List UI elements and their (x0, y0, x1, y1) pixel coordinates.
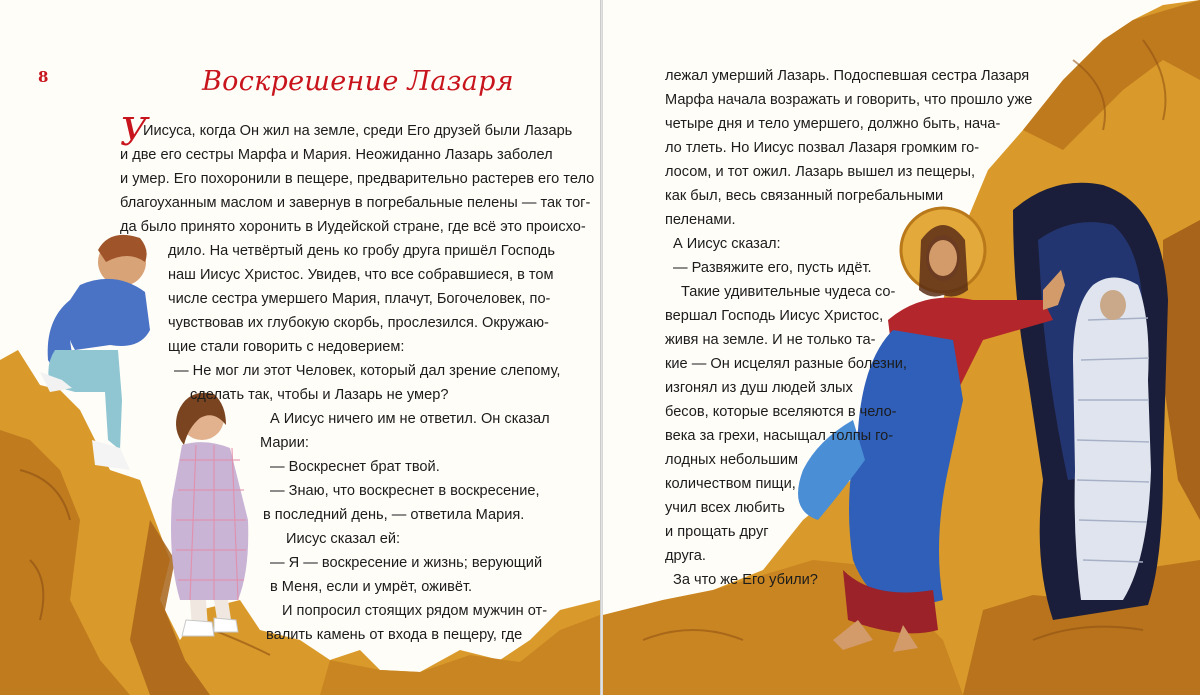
left-text-line: в последний день, — ответила Мария. (263, 507, 525, 523)
left-text-line: Иисус сказал ей: (286, 531, 401, 547)
left-text-line: — Я — воскресение и жизнь; верующий (270, 555, 543, 571)
right-text-line: За что же Его убили? (673, 572, 818, 588)
right-text-line: учил всех любить (665, 500, 785, 516)
right-page (603, 0, 1200, 695)
left-text-line: И попросил стоящих рядом мужчин от- (282, 603, 548, 619)
left-text-line: наш Иисус Христос. Увидев, что все собравшиеся, в том (168, 267, 554, 283)
left-text-line: — Знаю, что воскреснет в воскресение, (270, 483, 540, 499)
left-text-line: сделать так, чтобы и Лазарь не умер? (190, 387, 449, 403)
right-text-line: — Развяжите его, пусть идёт. (673, 260, 872, 276)
chapter-title: Воскрешение Лазаря (202, 66, 514, 97)
left-text-line: — Не мог ли этот Человек, который дал зрение слепому, (174, 363, 561, 379)
right-text-line: и прощать друг (665, 524, 769, 540)
left-text-line: в Меня, если и умрёт, оживёт. (270, 579, 473, 595)
left-text-line: благоуханным маслом и завернув в погребальные пелены — так тог- (120, 195, 591, 211)
right-text-line: Марфа начала возражать и говорить, что прошло уже (665, 92, 1033, 108)
girl-figure (171, 393, 248, 636)
page-number: 8 (38, 68, 49, 86)
left-text-line: валить камень от входа в пещеру, где (266, 627, 523, 643)
left-text-line: дило. На четвёртый день ко гробу друга пришёл Господь (168, 243, 555, 259)
left-text-line: — Воскреснет брат твой. (270, 459, 440, 475)
right-text-line: четыре дня и тело умершего, должно быть, нача- (665, 116, 1001, 132)
right-text-line: А Иисус сказал: (673, 236, 781, 252)
left-text-line: да было принято хоронить в Иудейской стране, где всё это происхо- (120, 219, 586, 235)
left-text-line: Иисуса, когда Он жил на земле, среди Его друзей были Лазарь (143, 123, 573, 139)
left-text-line: Марии: (260, 435, 309, 451)
right-text-line: как был, весь связанный погребальными (665, 188, 944, 204)
left-text-line: числе сестра умершего Мария, плачут, Богочеловек, по- (168, 291, 551, 307)
right-text-line: бесов, которые вселяются в чело- (665, 404, 897, 420)
right-text-line: живя на земле. И не только та- (665, 332, 876, 348)
left-text-line: и две его сестры Марфа и Мария. Неожиданно Лазарь заболел (120, 147, 553, 163)
right-text-line: ло тлеть. Но Иисус позвал Лазаря громким го- (665, 140, 980, 156)
right-text-line: друга. (665, 548, 706, 564)
left-text-line: чувствовав их глубокую скорбь, прослезился. Окружаю- (168, 315, 549, 331)
right-text-line: вершал Господь Иисус Христос, (665, 308, 884, 324)
left-text-line: А Иисус ничего им не ответил. Он сказал (270, 411, 550, 427)
right-text-line: лежал умерший Лазарь. Подоспевшая сестра Лазаря (665, 68, 1030, 84)
right-text-line: количеством пищи, (665, 476, 796, 492)
drop-cap: У (120, 110, 148, 154)
right-text-line: лосом, и тот ожил. Лазарь вышел из пещеры, (665, 164, 976, 180)
right-text-line: пеленами. (665, 212, 736, 228)
right-text-line: Такие удивительные чудеса со- (681, 284, 896, 300)
right-text-line: века за грехи, насыщал толпы го- (665, 428, 894, 444)
right-text-line: кие — Он исцелял разные болезни, (665, 356, 907, 372)
right-text-line: изгонял из душ людей злых (665, 380, 853, 396)
lazarus-figure (1073, 278, 1151, 601)
right-text-line: лодных небольшим (665, 452, 799, 468)
left-text-line: и умер. Его похоронили в пещере, предварительно растерев его тело (120, 171, 595, 187)
left-text-line: щие стали говорить с недоверием: (168, 339, 405, 355)
